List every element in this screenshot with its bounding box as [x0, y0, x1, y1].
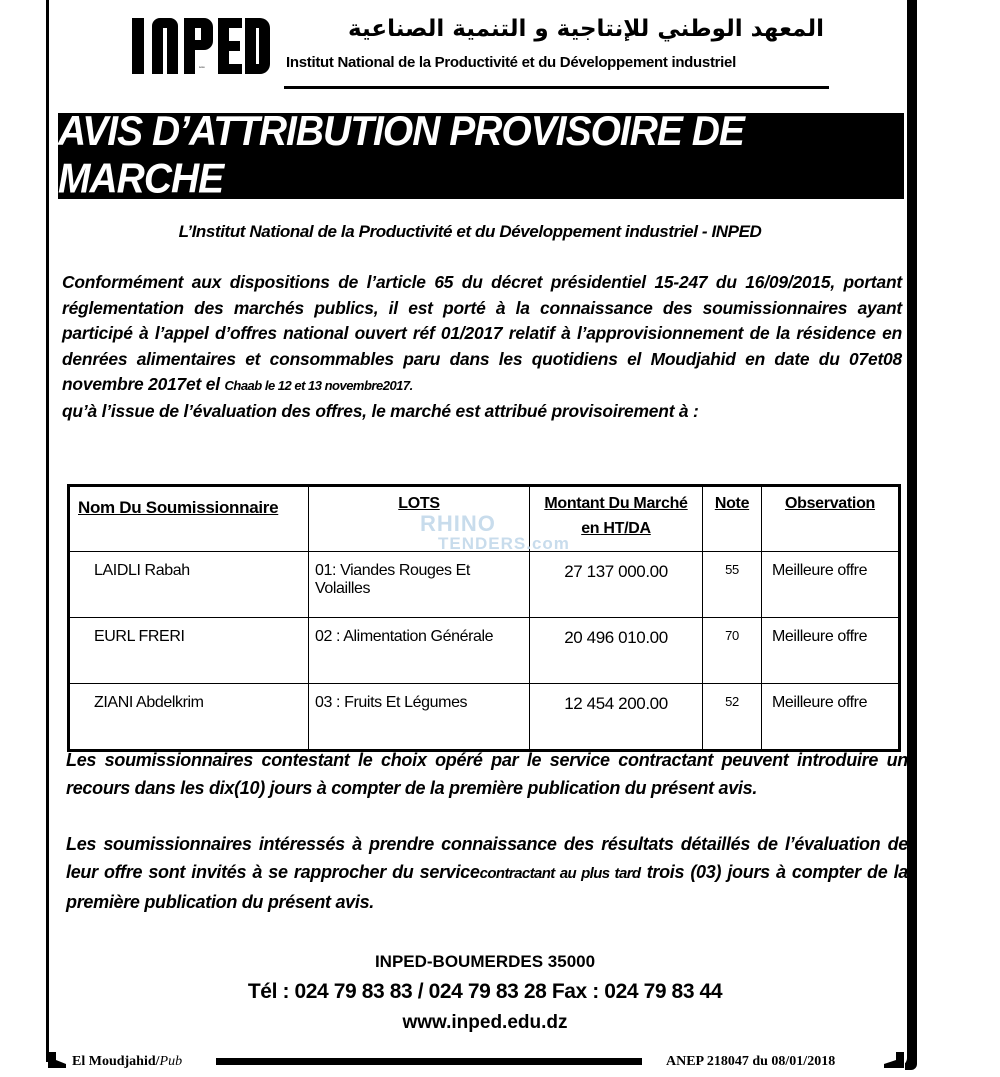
header-observation: Observation — [762, 486, 900, 552]
award-results-table — [67, 484, 901, 752]
issuer-subtitle: L’Institut National de la Productivité et du Développement industriel - INPED — [178, 222, 762, 241]
header-lots: LOTS — [309, 486, 530, 552]
frame-left-border — [46, 0, 49, 1062]
corner-arrow-icon — [884, 1052, 904, 1068]
table-row — [69, 684, 900, 751]
watermark-line1: RHINO — [420, 511, 496, 536]
cell-bidder-name: ZIANI Abdelkrim — [69, 684, 309, 751]
details-text-2: trois (03) jours à compter de la première publication du présent avis. — [66, 862, 908, 912]
title-banner — [58, 108, 904, 203]
header-amount-line2: en HT/DA — [581, 520, 651, 537]
cell-bidder-name: EURL FRERI — [69, 618, 309, 684]
intro-end-text: qu’à l’issue de l’évaluation des offres, le marché est attribué provisoirement à : — [62, 400, 699, 421]
table-row — [69, 618, 900, 684]
footer-pub: Pub — [159, 1054, 183, 1069]
table-row — [69, 552, 900, 618]
watermark-line2: TENDERS.com — [438, 534, 570, 553]
arabic-institute-name: المعهد الوطني للإنتاجية و التنمية الصناعية — [348, 16, 824, 42]
details-paragraph — [66, 830, 908, 916]
cell-observation: Meilleure offre — [762, 552, 900, 618]
french-institute-name: Institut National de la Productivité et du Développement industriel — [286, 54, 736, 71]
contact-website[interactable]: www.inped.edu.dz — [402, 1012, 568, 1033]
details-small-text: contractant au plus tard — [479, 865, 641, 882]
footer-divider — [216, 1058, 642, 1065]
cell-lot: 01: Viandes Rouges Et Volailles — [309, 552, 530, 618]
cell-note: 52 — [703, 684, 762, 751]
footer-anep-reference: ANEP 218047 du 08/01/2018 — [666, 1054, 836, 1069]
corner-arrow-icon — [48, 1052, 66, 1068]
footer-newspaper-name: El Moudjahid/ — [72, 1054, 160, 1069]
intro-main-text: Conformément aux dispositions de l’article 65 du décret présidentiel 15-247 du 16/09/2015, portant réglementation des marchés publics, il est porté à la connaissance des soumissionnaires ayant participé à l’appel d’offres national ouvert réf 01/2017 relatif à l’approvisionnement de la résidence en denrées alimentaires et consommables paru dans les quotidiens el Moudjahid en date du 07et08 novembre 2017et el — [62, 272, 902, 394]
footer-newspaper — [72, 1054, 182, 1070]
header-amount — [530, 486, 703, 552]
header-bidder-name: Nom Du Soumissionnaire — [69, 486, 309, 552]
cell-note: 70 — [703, 618, 762, 684]
cell-observation: Meilleure offre — [762, 618, 900, 684]
svg-text:INPED: INPED — [198, 67, 206, 69]
header-note: Note — [703, 486, 762, 552]
notice-title: AVIS D’ATTRIBUTION PROVISOIRE DE MARCHE — [58, 108, 744, 203]
cell-bidder-name: LAIDLI Rabah — [69, 552, 309, 618]
contact-phones: Tél : 024 79 83 83 / 024 79 83 28 Fax : 024 79 83 44 — [247, 980, 723, 1003]
header-amount-line1: Montant Du Marché — [544, 495, 688, 512]
inped-logo — [132, 18, 272, 74]
cell-lot: 02 : Alimentation Générale — [309, 618, 530, 684]
intro-small-text: Chaab le 12 et 13 novembre2017. — [224, 378, 413, 393]
cell-observation: Meilleure offre — [762, 684, 900, 751]
intro-paragraph — [62, 270, 902, 424]
cell-amount: 12 454 200.00 — [530, 684, 703, 751]
cell-amount: 20 496 010.00 — [530, 618, 703, 684]
header-divider — [284, 86, 829, 89]
table-header-row — [69, 486, 900, 552]
details-text-1: Les soumissionnaires intéressés à prendre connaissance des résultats détaillés de l’évaluation de leur offre sont invités à se rapprocher du service — [66, 834, 908, 882]
cell-note: 55 — [703, 552, 762, 618]
appeal-paragraph: Les soumissionnaires contestant le choix opéré par le service contractant peuvent introduire un recours dans les dix(10) jours à compter de la première publication du présent avis. — [66, 750, 908, 798]
cell-amount: 27 137 000.00 — [530, 552, 703, 618]
cell-lot: 03 : Fruits Et Légumes — [309, 684, 530, 751]
contact-address: INPED-BOUMERDES 35000 — [374, 952, 596, 971]
